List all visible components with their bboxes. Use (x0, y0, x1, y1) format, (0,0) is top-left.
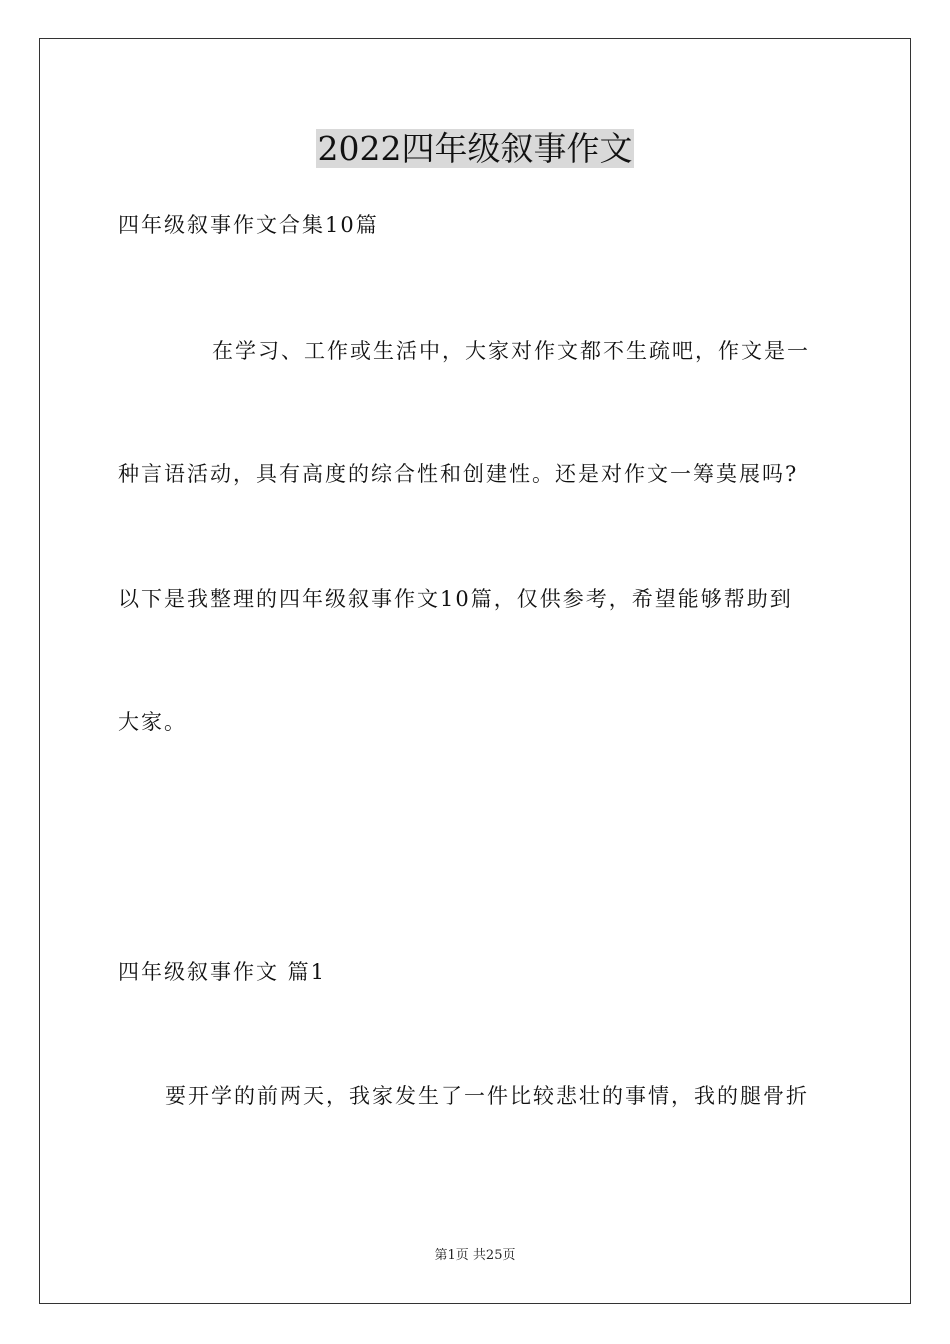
section-heading: 四年级叙事作文 篇1 (118, 960, 327, 984)
intro-paragraph-line: 在学习、工作或生活中，大家对作文都不生疏吧，作文是一 (212, 339, 810, 363)
intro-paragraph-line: 以下是我整理的四年级叙事作文10篇，仅供参考，希望能够帮助到 (118, 587, 793, 611)
document-title (0, 125, 950, 173)
intro-paragraph-line: 大家。 (118, 710, 187, 734)
page-footer: 第1页 共25页 (434, 1248, 516, 1263)
document-title-text: 2022四年级叙事作文 (317, 129, 633, 168)
document-subtitle: 四年级叙事作文合集10篇 (118, 213, 379, 237)
body-paragraph-line: 要开学的前两天，我家发生了一件比较悲壮的事情，我的腿骨折 (165, 1084, 809, 1108)
intro-paragraph-line: 种言语活动，具有高度的综合性和创建性。还是对作文一筹莫展吗? (118, 462, 799, 486)
